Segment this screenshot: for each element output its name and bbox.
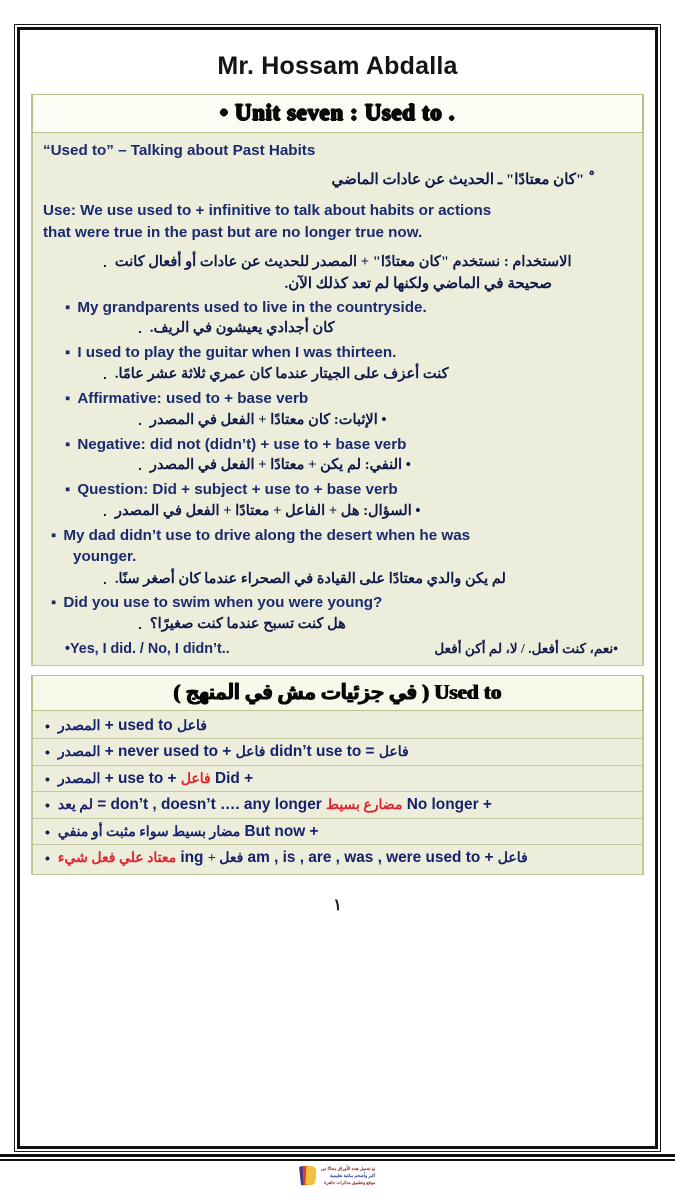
form-en-bullet [43,389,632,409]
summary-token-en: ing [180,849,204,867]
form-en-bullet [43,480,632,500]
summary-token-ar-red: فاعل [180,771,211,787]
summary-row [33,713,642,740]
use-statement-line-2: that were true in the past but are no longer true now. [43,223,423,241]
summary-row-content [58,848,528,868]
summary-token-ar: المصدر [57,771,101,787]
summary-token-ar: فاعل [176,718,207,734]
form-affirmative-block [43,389,632,432]
form-en-text: Negative: did not (didn’t) + use to + base verb [77,435,407,453]
summary-token-en: + use to + [104,769,177,787]
question-ar-text: هل كنت تسبح عندما كنت صغيرًا؟ [149,616,346,633]
unit-banner-label: • Unit seven : Used to . [219,100,456,125]
question-ar-bullet [43,614,632,636]
bullet-dot: ▪ [65,344,71,362]
bullet-dot: • [45,850,50,867]
form-en-text: Affirmative: used to + base verb [77,389,309,407]
summary-token-en: No longer + [406,796,492,814]
footer-rules [0,1152,675,1161]
example-ar-text: كنت أعزف على الجيتار عندما كان عمري ثلاثة عشر عامًا. [114,365,449,382]
long-example-en-line-2: younger. [73,547,137,565]
question-en-text: Did you use to swim when you were young? [63,594,383,612]
bullet-dot: . [103,253,107,270]
summary-row [33,766,642,793]
form-ar-bullet [43,455,632,477]
summary-token-en: But now + [244,822,319,840]
long-example-en-bullet [43,526,632,546]
bullet-dot: . [138,320,142,337]
long-example-ar-bullet [43,569,632,591]
page-title: Mr. Hossam Abdalla [217,52,458,80]
summary-row [33,819,642,846]
long-example-block [43,526,632,591]
form-en-text: Question: Did + subject + use to + base verb [77,481,398,499]
long-example-en-line-1: My dad didn’t use to drive along the desert when he was [63,526,471,544]
summary-row [33,792,642,819]
spacer [43,163,632,170]
book-icon [300,1164,317,1188]
summary-token-ar: لم يعد [57,798,93,814]
short-answer-block [43,639,632,659]
lesson-heading-en: “Used to” – Talking about Past Habits [43,142,316,159]
bullet-dot: ▪ [65,481,71,499]
watermark-line: موقع وتطبيق مذكرات جاهزة [324,1180,376,1185]
footer-watermark-text [321,1166,376,1186]
example-en-text: I used to play the guitar when I was thirteen. [77,344,397,362]
bullet-dot: • [45,797,50,814]
summary-token-ar: المصدر [57,718,101,734]
page-inner-frame [17,27,658,1149]
example-ar-text: كان أجدادي يعيشون في الريف. [149,320,335,337]
summary-row-content [58,716,207,736]
summary-token-ar: المصدر [57,745,101,761]
use-statement-ar-line-1: الاستخدام : نستخدم "كان معتادًا" + المصدر للحديث عن عادات أو أفعال كانت [114,253,572,270]
watermark-line: اكبر وأضخم مكتبة تعليمية [330,1173,376,1178]
form-en-bullet [43,435,632,455]
footer-logo [0,1164,675,1188]
bullet-dot: ▪ [51,526,57,544]
example-en-text: My grandparents used to live in the countryside. [77,298,427,316]
summary-banner-ar: ( في جزئيات مش في المنهج ) [173,679,430,704]
footer-rule-thick [0,1154,675,1157]
unit-banner [31,94,644,133]
summary-banner-label [174,680,502,704]
bullet-dot: ▪ [65,389,71,407]
summary-rows-container [31,711,644,875]
summary-token-en: + [104,716,114,734]
summary-token-ar: فاعل [235,745,266,761]
summary-token-ar: مضار بسيط سواء مثبت أو منفي [57,824,241,840]
form-ar-bullet [43,501,632,523]
short-answer-ar: •نعم، كنت أفعل. / لا، لم أكن أفعل [434,641,618,657]
use-statement-line-1: Use: We use used to + infinitive to talk about habits or actions [43,201,492,219]
form-ar-bullet [43,410,632,432]
summary-row [33,739,642,766]
summary-banner-en: Used to [434,679,502,704]
summary-token-en: Did + [215,769,254,787]
example-ar-bullet [43,318,632,340]
form-ar-text: • النفي: لم يكن + معتادًا + الفعل في المصدر [149,457,411,474]
summary-banner [31,675,644,711]
bullet-dot: • [45,717,50,734]
bullet-dot: . [138,411,142,428]
summary-token-ar-red: مضارع بسيط [326,798,403,814]
bullet-dot: • [45,770,50,787]
summary-row-content [58,795,492,815]
summary-token-en: used to [117,716,173,734]
bullet-dot: . [103,365,107,382]
summary-token-ar: فعل + [207,851,244,867]
example-ar-bullet [43,364,632,386]
bullet-dot: ▪ [51,594,57,612]
summary-token-en: + never used to + [104,743,232,761]
page-outer-frame [14,24,661,1152]
use-statement-ar-bullet [43,252,632,274]
question-example-block [43,593,632,636]
summary-row-content [58,742,409,762]
lesson-heading-ar: ْ "كان معتادًا" ـ الحديث عن عادات الماضي [331,172,588,189]
form-question-block [43,480,632,523]
summary-token-en: didn’t use to = [269,743,375,761]
example-en-bullet [43,343,632,363]
short-answer-en: •Yes, I did. / No, I didn’t.. [65,640,230,657]
form-ar-text: • السؤال: هل + الفاعل + معتادًا + الفعل في المصدر [114,502,421,519]
summary-token-en: am , is , are , was , were used to + [247,849,494,867]
summary-token-ar-red: معتاد علي فعل شيء [57,851,177,867]
summary-token-ar: فاعل [378,745,409,761]
summary-row-content [58,822,319,842]
use-statement-ar-line-2: صحيحة في الماضي ولكنها لم تعد كذلك الآن. [284,275,552,292]
summary-section [31,675,644,875]
bullet-dot: . [138,616,142,633]
summary-row [33,845,642,871]
form-ar-text: • الإثبات: كان معتادًا + الفعل في المصدر [149,411,387,428]
question-en-bullet [43,593,632,613]
bullet-dot: ▪ [65,298,71,316]
summary-token-en: = don’t , doesn’t …. any longer [97,796,322,814]
example-block [43,343,632,386]
bullet-dot: . [103,502,107,519]
page-number: ١ [333,896,342,914]
spacer [43,194,632,201]
watermark-line: تو تحميل هذه الأوراق مجانًا من [320,1166,376,1171]
spacer [43,245,632,252]
footer-rule-thin [0,1159,675,1161]
form-negative-block [43,435,632,478]
bullet-dot: . [138,457,142,474]
example-block [43,298,632,341]
long-example-ar-text: لم يكن والدي معتادًا على القيادة في الصحراء عندما كان أصغر سنًا. [114,570,506,587]
summary-row-content [58,769,253,789]
bullet-dot: • [45,823,50,840]
bullet-dot: ▪ [65,435,71,453]
bullet-dot: • [45,744,50,761]
bullet-dot: . [103,570,107,587]
summary-token-ar: فاعل [497,851,528,867]
example-en-bullet [43,298,632,318]
footer-watermark-area [0,1152,675,1200]
lesson-panel [31,133,644,666]
